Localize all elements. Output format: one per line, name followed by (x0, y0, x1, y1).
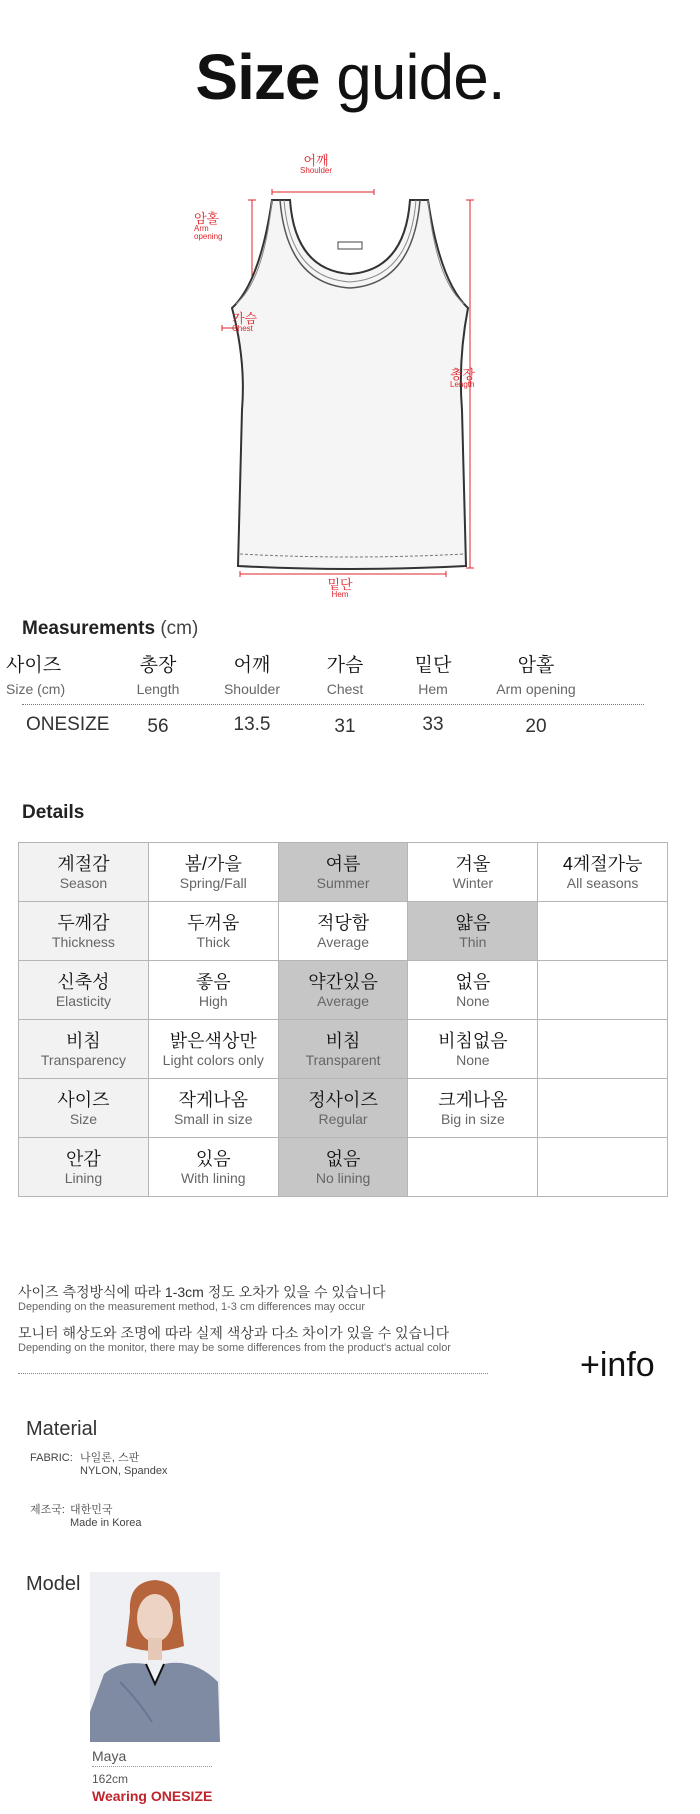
origin-en: Made in Korea (70, 1517, 142, 1529)
details-cell-ko: 여름 (325, 853, 361, 874)
meas-col-length: 총장 Length (136, 655, 180, 697)
details-cell-ko: 봄/가을 (184, 853, 242, 874)
details-cell (408, 961, 538, 1020)
origin-ko: 대한민국 (70, 1504, 113, 1516)
details-cell-ko: 작게나옴 (178, 1089, 249, 1110)
details-title: Details (22, 802, 85, 823)
details-cell (408, 902, 538, 961)
details-cell (538, 1020, 668, 1079)
details-cell-en: Regular (318, 1110, 368, 1127)
details-cell (19, 961, 149, 1020)
details-cell (19, 1079, 149, 1138)
details-cell-en: Winter (452, 874, 494, 891)
details-cell (148, 843, 278, 902)
details-cell (148, 1138, 278, 1197)
model-figure-illustration (90, 1572, 220, 1742)
details-cell-en: Thickness (51, 933, 115, 950)
details-cell-ko: 있음 (195, 1148, 231, 1169)
details-cell-ko: 적당함 (316, 912, 370, 933)
size-diagram (194, 153, 500, 599)
meas-col-size: 사이즈 Size (cm) (6, 655, 66, 697)
details-cell (19, 902, 149, 961)
details-cell-en: No lining (315, 1169, 371, 1186)
details-cell (19, 843, 149, 902)
material-title: Material (26, 1418, 98, 1440)
details-cell-en: Thin (459, 933, 487, 950)
details-cell (408, 1020, 538, 1079)
details-cell-en: Small in size (173, 1110, 253, 1127)
details-cell-en: Average (317, 992, 370, 1009)
fabric-label: FABRIC: (30, 1452, 73, 1464)
details-cell-ko: 계절감 (57, 853, 110, 874)
shoulder-label: 어깨 Shoulder (299, 153, 333, 175)
details-cell-ko: 크게나옴 (438, 1089, 508, 1110)
details-cell-en: Summer (316, 874, 370, 891)
meas-value-arm: 20 (525, 716, 547, 737)
meas-col-shoulder: 어깨 Shoulder (223, 655, 281, 697)
details-cell-en: Size (69, 1110, 98, 1127)
measurements-divider (22, 704, 644, 705)
meas-col-chest: 가슴 Chest (326, 655, 364, 697)
note-en: Depending on the measurement method, 1-3 cm differences may occur (18, 1301, 366, 1313)
details-row (19, 961, 668, 1020)
meas-col-arm: 암홀 Arm opening (496, 655, 576, 697)
details-cell-ko: 없음 (325, 1148, 361, 1169)
meas-value-hem: 33 (422, 714, 444, 735)
details-cell-en: Season (59, 874, 108, 891)
details-cell-ko: 없음 (455, 971, 491, 992)
details-cell-en: Transparency (40, 1051, 126, 1068)
model-photo (90, 1572, 220, 1742)
details-cell (278, 843, 408, 902)
hem-label: 밑단 Hem (327, 577, 353, 599)
details-cell-ko: 안감 (66, 1148, 101, 1169)
details-cell-ko: 얇음 (455, 912, 491, 933)
details-cell-en: Average (317, 933, 370, 950)
details-cell-ko: 좋음 (195, 971, 231, 992)
details-cell (148, 902, 278, 961)
details-cell-en: High (198, 992, 228, 1009)
details-cell-ko: 두께감 (57, 912, 110, 933)
details-row (19, 843, 668, 902)
details-cell (538, 1079, 668, 1138)
details-cell-en: None (456, 1051, 490, 1068)
meas-value-size: ONESIZE (26, 714, 110, 735)
details-cell-ko: 신축성 (57, 971, 110, 992)
meas-col-hem: 밑단 Hem (414, 655, 452, 697)
details-cell (408, 1079, 538, 1138)
details-cell (19, 1138, 149, 1197)
details-cell-en: With lining (180, 1169, 246, 1186)
model-title: Model (26, 1573, 81, 1595)
details-cell-en: Lining (64, 1169, 103, 1186)
model-height: 162cm (92, 1772, 129, 1786)
page-title: Size guide. (195, 41, 505, 113)
details-cell (278, 1138, 408, 1197)
chest-label: 가슴 Chest (232, 311, 258, 333)
details-row (19, 902, 668, 961)
details-cell-en: Thick (196, 933, 230, 950)
details-cell (408, 1138, 538, 1197)
details-cell-en: All seasons (566, 874, 639, 891)
notes-divider (18, 1373, 488, 1374)
details-cell-en: Elasticity (55, 992, 112, 1009)
details-cell (538, 1138, 668, 1197)
details-cell-ko: 비침없음 (438, 1030, 508, 1051)
details-cell-en: Light colors only (162, 1051, 264, 1068)
details-row (19, 1020, 668, 1079)
details-cell-ko: 비침 (66, 1030, 101, 1051)
model-name: Maya (92, 1748, 127, 1764)
notes (18, 1284, 451, 1366)
note-en: Depending on the monitor, there may be some differences from the product's actual color (18, 1342, 451, 1354)
origin-label: 제조국: (30, 1504, 65, 1516)
details-row (19, 1079, 668, 1138)
arm-opening-label: 암홀 Arm opening (194, 211, 223, 241)
details-row (19, 1138, 668, 1197)
note-ko: 모니터 해상도와 조명에 따라 실제 색상과 다소 차이가 있을 수 있습니다 (18, 1325, 450, 1341)
details-cell (278, 902, 408, 961)
details-cell-ko: 밝은색상만 (169, 1030, 257, 1051)
details-cell (408, 843, 538, 902)
details-cell-ko: 약간있음 (308, 971, 378, 992)
details-cell-en: None (456, 992, 490, 1009)
details-cell-en: Big in size (440, 1110, 505, 1127)
details-cell (278, 961, 408, 1020)
meas-value-shoulder: 13.5 (233, 714, 271, 735)
details-cell-ko: 비침 (325, 1030, 361, 1051)
details-cell (148, 1020, 278, 1079)
length-label: 총장 Length (450, 367, 476, 389)
details-cell-ko: 사이즈 (57, 1089, 110, 1110)
details-table (18, 842, 668, 1197)
model-wearing-size: Wearing ONESIZE (92, 1788, 213, 1804)
measurements-title: Measurements (cm) (22, 618, 199, 639)
fabric-en: NYLON, Spandex (80, 1465, 168, 1477)
details-cell (538, 902, 668, 961)
details-cell-ko: 두꺼움 (187, 912, 240, 933)
details-cell (148, 961, 278, 1020)
details-cell-en: Transparent (305, 1051, 381, 1068)
details-cell (278, 1020, 408, 1079)
info-label: +info (580, 1346, 655, 1384)
details-cell (148, 1079, 278, 1138)
details-cell-ko: 겨울 (455, 853, 491, 874)
note-ko: 사이즈 측정방식에 따라 1-3cm 정도 오차가 있을 수 있습니다 (18, 1284, 386, 1300)
details-cell-ko: 정사이즈 (308, 1089, 378, 1110)
details-cell-ko: 4계절가능 (562, 853, 643, 874)
fabric-ko: 나일론, 스판 (80, 1452, 140, 1464)
details-cell (538, 961, 668, 1020)
model-divider (92, 1766, 212, 1767)
details-cell (278, 1079, 408, 1138)
meas-value-chest: 31 (334, 716, 356, 737)
details-cell (538, 843, 668, 902)
details-cell (19, 1020, 149, 1079)
details-cell-en: Spring/Fall (179, 874, 247, 891)
meas-value-length: 56 (147, 716, 169, 737)
